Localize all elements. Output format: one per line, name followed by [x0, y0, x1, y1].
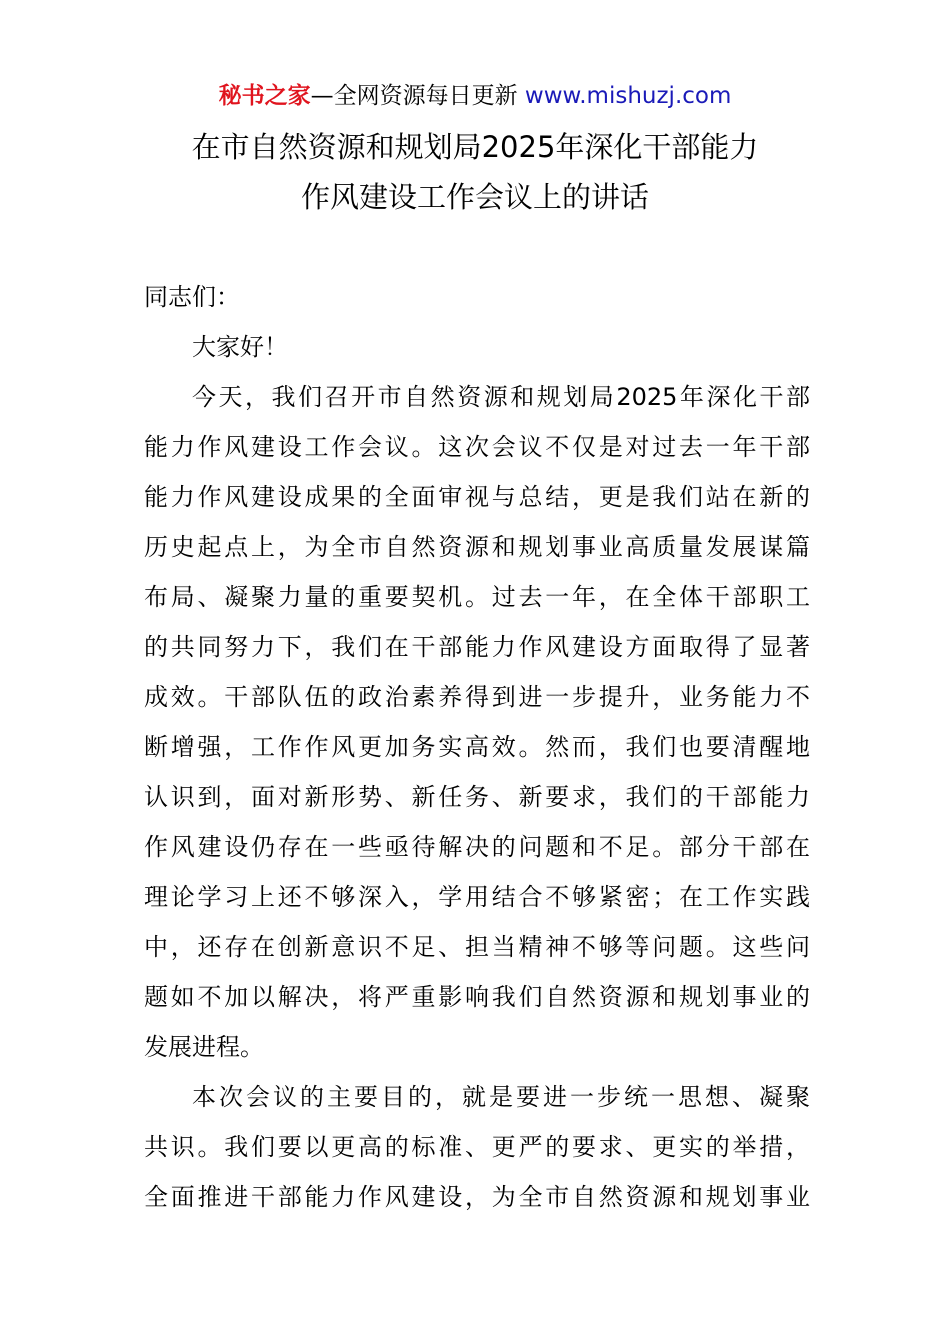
paragraph-line: 布局、凝聚力量的重要契机。过去一年，在全体干部职工 [144, 583, 810, 611]
site-header [0, 80, 950, 112]
paragraph-line: 中，还存在创新意识不足、担当精神不够等问题。这些问 [144, 933, 810, 961]
paragraph-line: 本次会议的主要目的，就是要进一步统一思想、凝聚 [192, 1083, 810, 1111]
paragraph-line: 作风建设仍存在一些亟待解决的问题和不足。部分干部在 [144, 833, 810, 861]
paragraph-line: 成效。干部队伍的政治素养得到进一步提升，业务能力不 [144, 683, 810, 711]
paragraph-line: 题如不加以解决，将严重影响我们自然资源和规划事业的 [144, 983, 810, 1011]
document-title-line-1: 在市自然资源和规划局2025年深化干部能力 [191, 130, 759, 164]
paragraph-line: 发展进程。 [144, 1033, 264, 1061]
paragraph-line: 共识。我们要以更高的标准、更严的要求、更实的举措， [144, 1133, 810, 1161]
paragraph-line: 全面推进干部能力作风建设，为全市自然资源和规划事业 [144, 1183, 810, 1211]
paragraph-line: 能力作风建设工作会议。这次会议不仅是对过去一年干部 [144, 433, 810, 461]
document-title-line-2: 作风建设工作会议上的讲话 [300, 180, 649, 214]
paragraph-line: 的共同努力下，我们在干部能力作风建设方面取得了显著 [144, 633, 810, 661]
paragraph-line: 理论学习上还不够深入，学用结合不够紧密；在工作实践 [144, 883, 810, 911]
paragraph-line: 能力作风建设成果的全面审视与总结，更是我们站在新的 [144, 483, 810, 511]
paragraph-line: 今天，我们召开市自然资源和规划局2025年深化干部 [192, 383, 810, 411]
paragraph-line: 断增强，工作作风更加务实高效。然而，我们也要清醒地 [144, 733, 810, 761]
paragraph-line: 历史起点上，为全市自然资源和规划事业高质量发展谋篇 [144, 533, 810, 561]
greeting: 大家好！ [192, 333, 288, 361]
paragraph-line: 认识到，面对新形势、新任务、新要求，我们的干部能力 [144, 783, 810, 811]
salutation: 同志们： [144, 283, 240, 311]
site-tagline: —全网资源每日更新 [310, 83, 518, 109]
site-brand: 秘书之家 [218, 83, 311, 109]
site-url[interactable]: www.mishuzj.com [524, 83, 732, 109]
